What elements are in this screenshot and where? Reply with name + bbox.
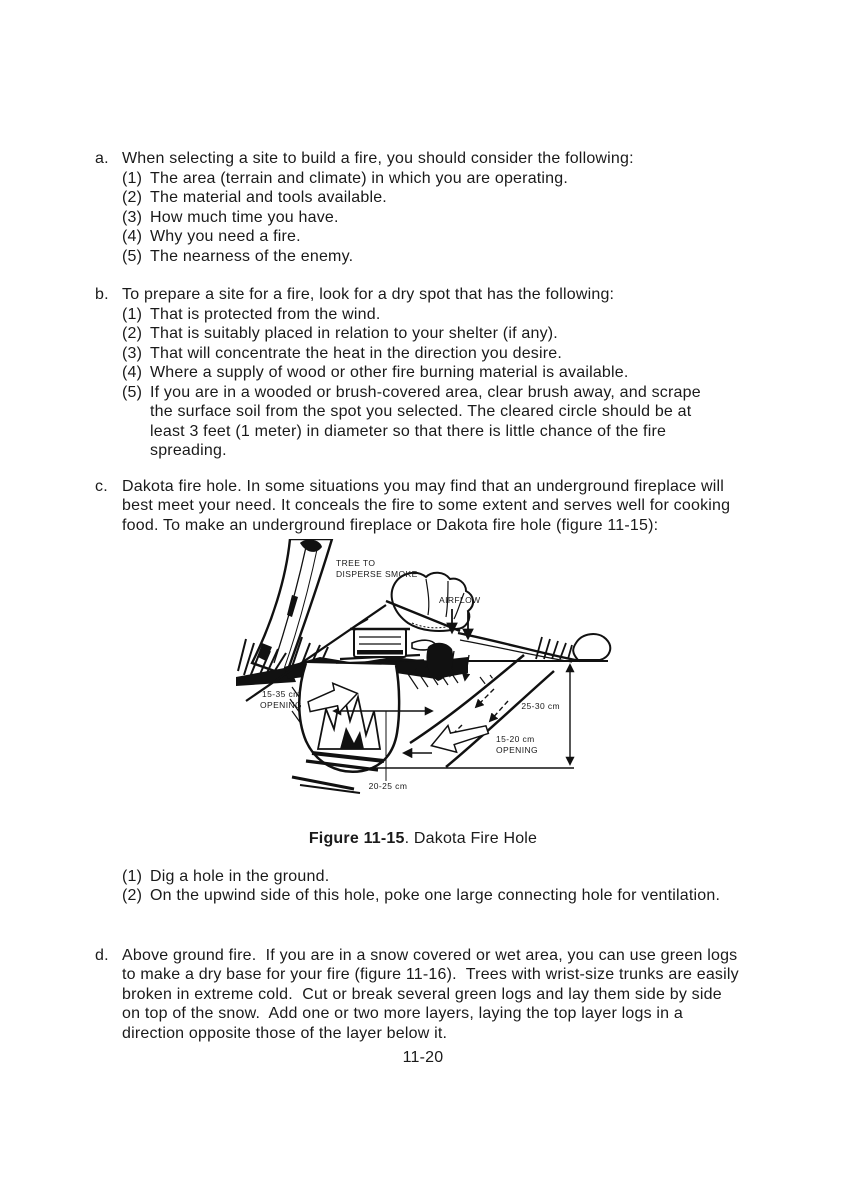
section-a-body	[122, 149, 762, 266]
list-item	[122, 227, 762, 247]
cooking-pot	[350, 629, 436, 657]
tree-label-line2: DISPERSE SMOKE	[336, 569, 418, 579]
item-text: The area (terrain and climate) in which you are operating.	[150, 169, 569, 187]
vent-opening-label-line1: 15-20 cm	[496, 734, 535, 744]
section-c-label: c.	[95, 477, 108, 495]
section-a-label: a.	[95, 150, 109, 167]
item-text: How much time you have.	[150, 208, 339, 226]
section-c	[95, 477, 767, 536]
list-item	[122, 324, 725, 344]
list-item	[122, 867, 767, 887]
item-text: That is protected from the wind.	[150, 305, 381, 323]
list-item	[122, 188, 762, 208]
item-number: (1)	[122, 169, 143, 187]
list-item	[122, 169, 762, 189]
item-number: (2)	[122, 887, 143, 904]
section-b	[95, 285, 767, 461]
list-item	[122, 344, 725, 364]
section-b-intro: To prepare a site for a fire, look for a dry spot that has the following:	[122, 286, 615, 303]
item-number: (5)	[122, 383, 143, 401]
section-a-intro: When selecting a site to build a fire, you should consider the following:	[122, 150, 634, 167]
bottom-width-label: 20-25 cm	[368, 781, 408, 791]
section-d-text: Above ground fire. If you are in a snow covered or wet area, you can use green logs to make a dry base for your fire (figure 11-16). Trees with wrist-size trunks are easily broken in extreme cold. Cut or break several green logs and lay them side by side on top of the snow. Add one or two more layers, laying the top layer logs in a direction opposite those of the layer below it.	[122, 946, 744, 1042]
item-text: On the upwind side of this hole, poke one large connecting hole for ventilation.	[150, 887, 721, 904]
section-d	[95, 946, 767, 1044]
list-item	[122, 208, 762, 228]
list-item	[122, 886, 767, 906]
item-number: (4)	[122, 364, 143, 381]
tree-label-line1: TREE TO	[336, 558, 376, 568]
dakota-steps	[95, 867, 767, 906]
figure-11-15	[236, 539, 616, 797]
item-text: Dig a hole in the ground.	[150, 867, 330, 885]
item-number: (4)	[122, 228, 143, 245]
section-a	[95, 149, 767, 266]
left-opening-label-line1: 15-35 cm	[262, 689, 301, 699]
item-text: The nearness of the enemy.	[150, 247, 354, 265]
item-number: (5)	[122, 247, 143, 265]
item-text: That is suitably placed in relation to your shelter (if any).	[150, 325, 558, 342]
section-b-body	[122, 285, 725, 461]
left-opening-label-line2: OPENING	[260, 700, 303, 710]
list-item	[122, 247, 762, 267]
grass-right	[536, 637, 572, 659]
dakota-fire-hole-illustration	[236, 539, 616, 797]
page-content	[95, 149, 767, 1068]
list-item	[122, 305, 725, 325]
airflow-label: AIRFLOW	[439, 595, 481, 605]
item-text: If you are in a wooded or brush-covered area, clear brush away, and scrape the surface soil from the spot you selected. The cleared circle should be at least 3 feet (1 meter) in diameter so that there is little chance of the fire spreading.	[150, 383, 701, 459]
item-text: The material and tools available.	[150, 189, 387, 206]
depth-label: 25-30 cm	[521, 701, 560, 711]
page-number: 11-20	[402, 1049, 444, 1066]
ground-right	[458, 633, 608, 662]
section-d-label: d.	[95, 946, 109, 964]
item-number: (2)	[122, 325, 143, 342]
list-item	[122, 363, 725, 383]
vent-opening-label-line2: OPENING	[496, 745, 539, 755]
item-number: (1)	[122, 867, 143, 885]
figure-caption	[95, 829, 751, 849]
item-number: (3)	[122, 208, 143, 226]
figure-caption-title: Figure 11-15	[308, 830, 405, 847]
list-item	[122, 383, 725, 461]
section-b-label: b.	[95, 286, 109, 303]
item-text: That will concentrate the heat in the direction you desire.	[150, 344, 563, 362]
figure-caption-text: . Dakota Fire Hole	[404, 830, 538, 847]
item-number: (2)	[122, 189, 143, 206]
item-text: Why you need a fire.	[150, 228, 301, 245]
item-text: Where a supply of wood or other fire burning material is available.	[150, 364, 629, 381]
item-number: (1)	[122, 305, 143, 323]
tree-trunk	[252, 539, 332, 675]
item-number: (3)	[122, 344, 143, 362]
rock	[573, 634, 610, 660]
section-c-text: Dakota fire hole. In some situations you may find that an underground fireplace will best meet your need. It conceals the fire to some extent and serves well for cooking food. To make an underground fireplace or Dakota fire hole (figure 11-15):	[122, 477, 731, 534]
